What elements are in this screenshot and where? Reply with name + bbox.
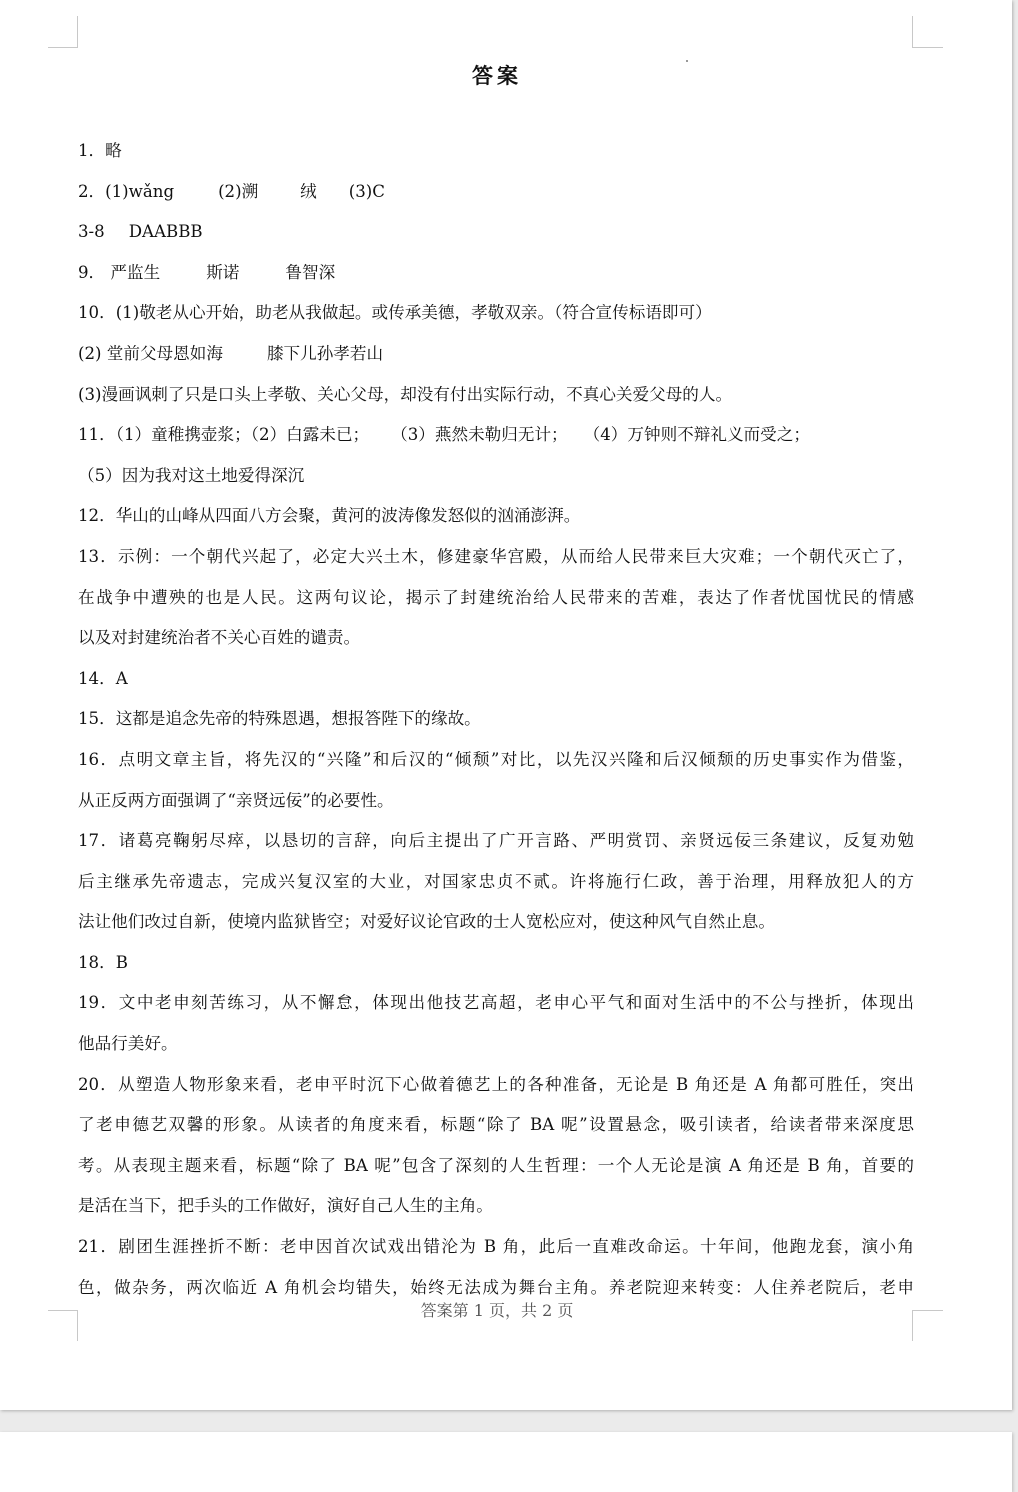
answer-13-line-2: 在战争中遭殃的也是人民。这两句议论，揭示了封建统治给人民带来的苦难，表达了作者忧国忧民的情感 <box>78 587 914 607</box>
page-title: 答案 <box>472 63 522 88</box>
answer-17-line-3: 法让他们改过自新，使境内监狱皆空；对爱好议论官政的士人宽松应对，使这种风气自然止息。 <box>78 912 775 932</box>
answer-20-line-2: 了老申德艺双馨的形象。从读者的角度来看，标题“除了 BA 呢”设置悬念，吸引读者，给读者带来深度思 <box>78 1115 914 1135</box>
answer-body <box>78 134 914 1311</box>
answer-11-line-2: （5）因为我对这土地爱得深沉 <box>78 465 305 485</box>
answer-3-8: 3-8 DAABBB <box>78 222 203 242</box>
answer-12: 12．华山的山峰从四面八方会聚，黄河的波涛像发怒似的汹涌澎湃。 <box>78 506 581 526</box>
answer-13-line-3: 以及对封建统治者不关心百姓的谴责。 <box>78 628 361 648</box>
next-document-page <box>0 1432 1012 1492</box>
answer-20-line-4: 是活在当下，把手头的工作做好，演好自己人生的主角。 <box>78 1196 493 1216</box>
answer-17-line-1: 17．诸葛亮鞠躬尽瘁，以恳切的言辞，向后主提出了广开言路、严明赏罚、亲贤远佞三条建议，反复劝勉 <box>78 831 914 851</box>
answer-13-line-1: 13．示例：一个朝代兴起了，必定大兴土木，修建豪华宫殿，从而给人民带来巨大灾难；一个朝代灭亡了， <box>78 546 914 566</box>
answer-15: 15．这都是追念先帝的特殊恩遇，想报答陛下的缘故。 <box>78 709 481 729</box>
answer-10-1: 10．(1)敬老从心开始，助老从我做起。或传承美德，孝敬双亲。（符合宣传标语即可） <box>78 303 712 323</box>
answer-21-line-2: 色，做杂务，两次临近 A 角机会均错失，始终无法成为舞台主角。养老院迎来转变：人住养老院后，老申 <box>78 1277 914 1297</box>
answer-1: 1．略 <box>78 141 122 160</box>
answer-10-2: (2) 堂前父母恩如海 膝下儿孙孝若山 <box>78 343 384 363</box>
answer-10-3: (3)漫画讽刺了只是口头上孝敬、关心父母，却没有付出实际行动，不真心关爱父母的人。 <box>78 384 733 404</box>
answer-17-line-2: 后主继承先帝遗志，完成兴复汉室的大业，对国家忠贞不贰。许将施行仁政，善于治理，用释放犯人的方 <box>78 871 914 891</box>
crop-mark-top-right <box>912 16 943 48</box>
answer-20-line-3: 考。从表现主题来看，标题“除了 BA 呢”包含了深刻的人生哲理：一个人无论是演 A 角还是 B 角，首要的 <box>78 1155 914 1175</box>
answer-18: 18．B <box>78 952 128 972</box>
answer-14: 14．A <box>78 668 128 688</box>
answer-20-line-1: 20．从塑造人物形象来看，老申平时沉下心做着德艺上的各种准备，无论是 B 角还是 A 角都可胜任，突出 <box>78 1074 914 1094</box>
answer-16-line-1: 16．点明文章主旨，将先汉的“兴隆”和后汉的“倾颓”对比，以先汉兴隆和后汉倾颓的历史事实作为借鉴， <box>78 749 914 769</box>
answer-2: 2．(1)wǎng (2)溯 绒 (3)C <box>78 181 385 201</box>
crop-mark-top-left <box>48 16 78 48</box>
answer-19-line-1: 19．文中老申刻苦练习，从不懈怠，体现出他技艺高超，老申心平气和面对生活中的不公与挫折，体现出 <box>78 993 914 1013</box>
page-footer: 答案第 1 页，共 2 页 <box>420 1301 574 1320</box>
answer-11-line-1: 11．（1）童稚携壶浆；（2）白露未已； （3）燕然未勒归无计； （4）万钟则不辩礼义而受之； <box>78 425 810 445</box>
answer-21-line-1: 21．剧团生涯挫折不断：老申因首次试戏出错沦为 B 角，此后一直难改命运。十年间，他跑龙套，演小角 <box>78 1237 914 1257</box>
answer-19-line-2: 他品行美好。 <box>78 1034 178 1054</box>
answer-16-line-2: 从正反两方面强调了“亲贤远佞”的必要性。 <box>78 790 394 810</box>
answer-9: 9． 严监生 斯诺 鲁智深 <box>78 262 336 282</box>
